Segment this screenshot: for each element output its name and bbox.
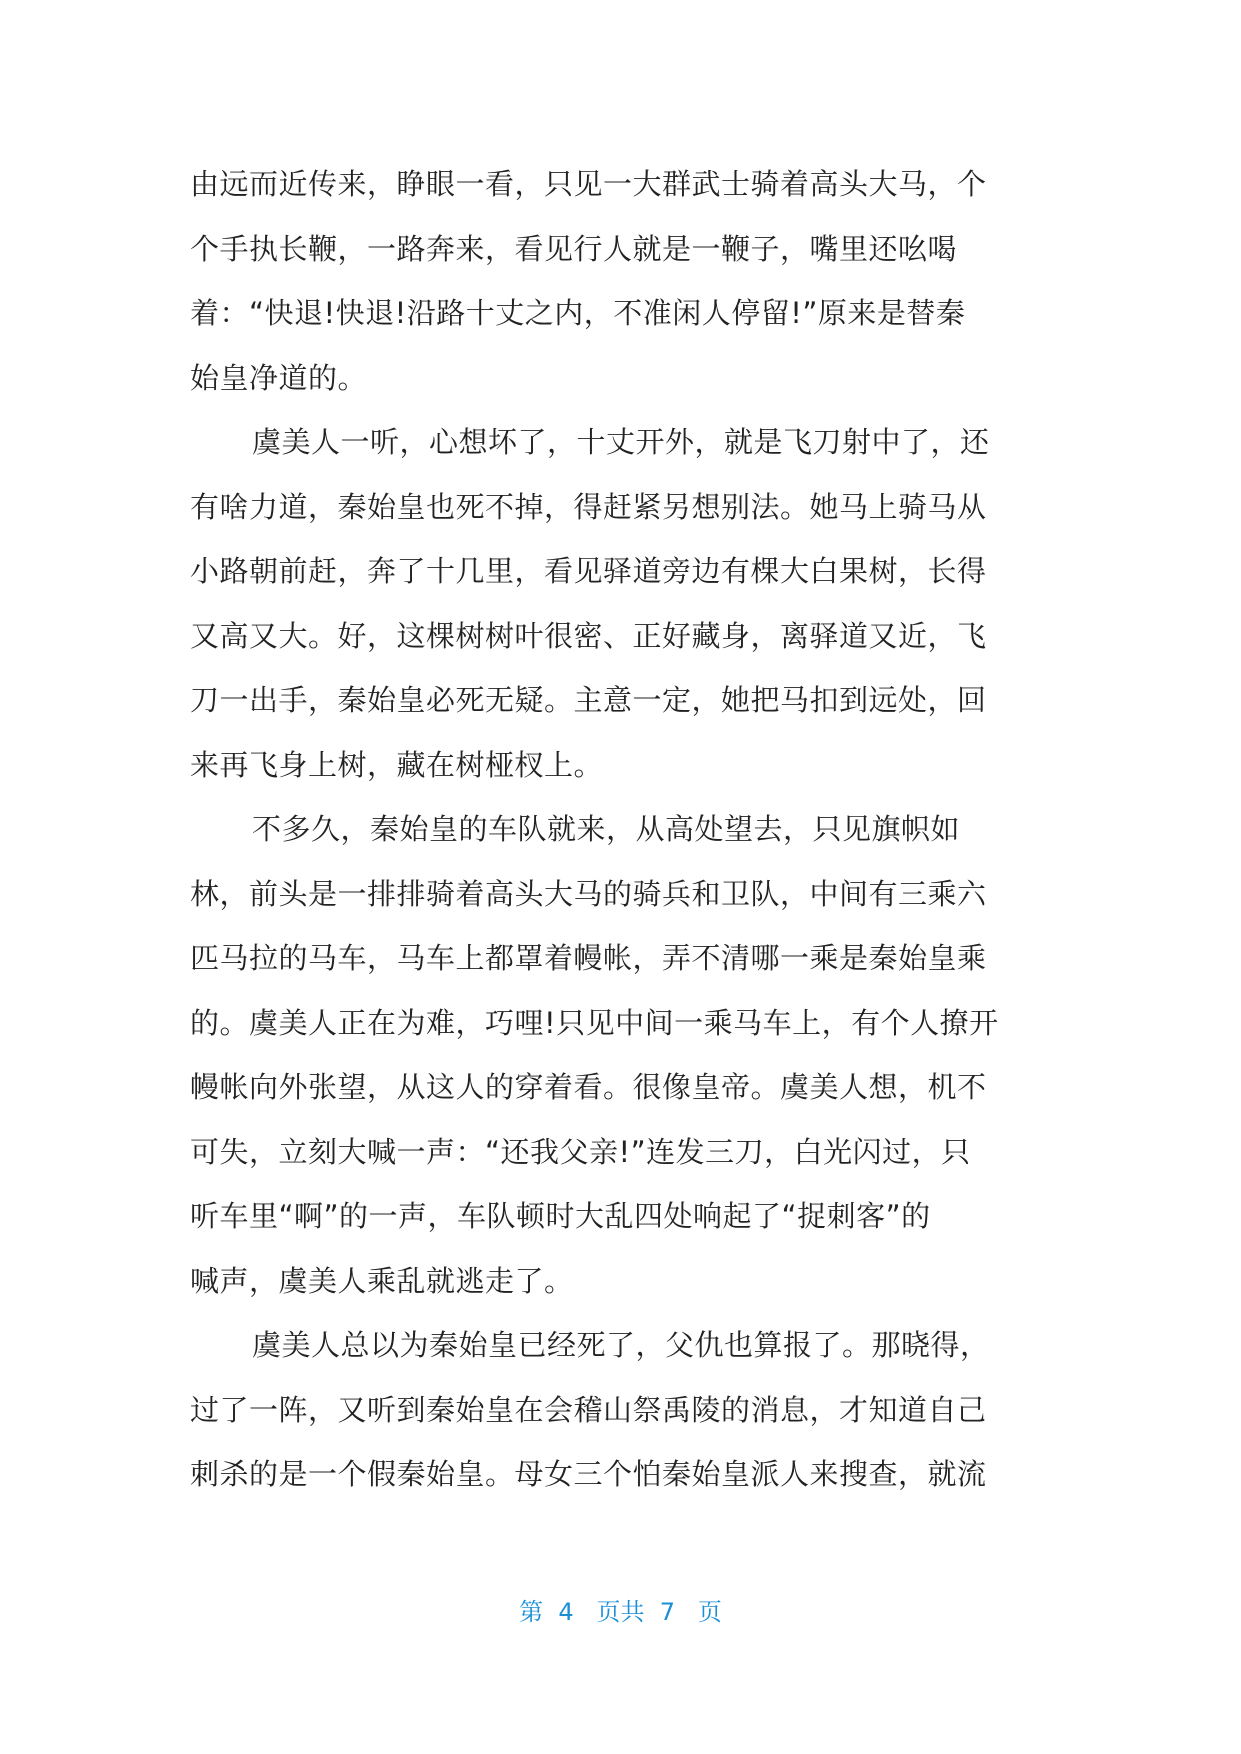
text-line: 喊声，虞美人乘乱就逃走了。: [190, 1263, 574, 1298]
text-line: 始皇净道的。: [190, 360, 368, 395]
text-line: 可失，立刻大喊一声：“还我父亲!”连发三刀，白光闪过，只: [190, 1134, 971, 1169]
text-line: 不多久，秦始皇的车队就来，从高处望去，只见旗帜如: [252, 812, 961, 846]
page-footer: 第 4 页共 7 页: [519, 1598, 722, 1626]
text-line: 个手执长鞭，一路奔来，看见行人就是一鞭子，嘴里还吆喝: [190, 231, 958, 266]
text-line: 由远而近传来，睁眼一看，只见一大群武士骑着高头大马，个: [190, 167, 987, 201]
text-line: 林，前头是一排排骑着高头大马的骑兵和卫队，中间有三乘六: [190, 876, 987, 911]
text-line: 的。虞美人正在为难，巧哩!只见中间一乘马车上，有个人撩开: [190, 1005, 999, 1040]
text-line: 过了一阵，又听到秦始皇在会稽山祭禹陵的消息，才知道自己: [190, 1392, 987, 1427]
text-line: 匹马拉的马车，马车上都罩着幔帐，弄不清哪一乘是秦始皇乘: [190, 941, 987, 975]
text-line: 幔帐向外张望，从这人的穿着看。很像皇帝。虞美人想，机不: [190, 1070, 987, 1104]
text-line: 有啥力道，秦始皇也死不掉，得赶紧另想别法。她马上骑马从: [190, 489, 987, 524]
text-line: 听车里“啊”的一声，车队顿时大乱四处响起了“捉刺客”的: [190, 1199, 931, 1233]
text-line: 来再飞身上树，藏在树桠杈上。: [190, 747, 604, 782]
text-line: 又高又大。好，这棵树树叶很密、正好藏身，离驿道又近，飞: [190, 618, 987, 653]
text-line: 刀一出手，秦始皇必死无疑。主意一定，她把马扣到远处，回: [190, 683, 987, 717]
text-line: 小路朝前赶，奔了十几里，看见驿道旁边有棵大白果树，长得: [190, 554, 987, 588]
text-line: 刺杀的是一个假秦始皇。母女三个怕秦始皇派人来搜查，就流: [190, 1457, 987, 1491]
text-line: 虞美人总以为秦始皇已经死了，父仇也算报了。那晓得，: [252, 1328, 990, 1362]
text-line: 着：“快退!快退!沿路十丈之内，不准闲人停留!”原来是替秦: [190, 296, 966, 330]
text-line: 虞美人一听，心想坏了，十丈开外，就是飞刀射中了，还: [252, 425, 990, 459]
body-text: [190, 152, 1060, 1507]
